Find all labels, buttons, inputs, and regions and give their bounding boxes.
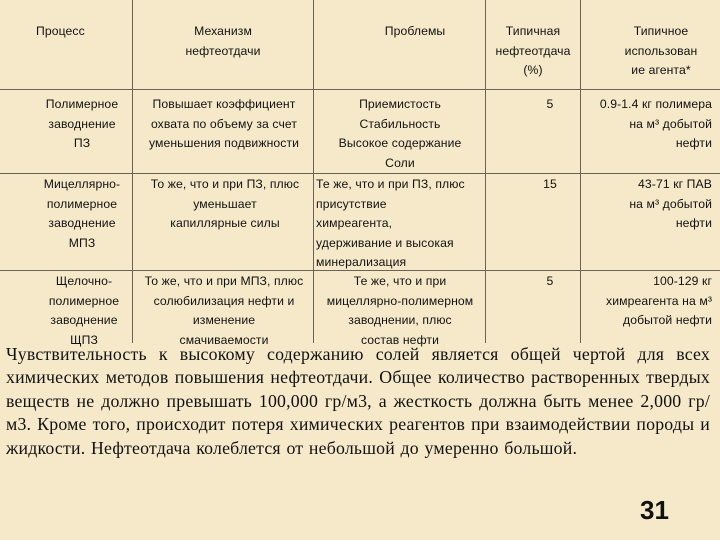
table-cell-process: Полимерное заводнение ПЗ [45,97,119,150]
table-cell-mechanism: То же, что и при ПЗ, плюс уменьшает капиллярные силы [150,177,300,230]
table-cell-process: Щелочно- полимерное заводнение ЩПЗ [48,274,120,347]
table-cell-recovery: 5 [546,274,554,288]
table-cell-problems: Приемистость Стабильность Высокое содержание Соли [338,97,462,170]
table-cell-usage: 43-71 кг ПАВ на м³ добытой нефти [629,177,712,230]
table-cell-mechanism: Повышает коэффициент охвата по объему за счет уменьшения подвижности [148,97,300,150]
header-process: Процесс [36,24,85,38]
table-cell-usage: 100-129 кг химреагента на м³ добытой нефти [606,274,712,327]
table-cell-recovery: 5 [546,97,554,111]
table-cell-mechanism: То же, что и при МПЗ, плюс солюбилизация нефти и изменение смачиваемости [144,274,304,347]
header-mechanism: Механизм нефтеотдачи [185,24,261,58]
body-paragraph: Чувствительность к высокому содержанию солей является общей чертой для всех химических методов повышения нефтеотдачи. Общее количество растворенных твердых веществ не должно превышать 100,000 гр/м3, а жесткость должна быть менее 2,000 гр/м3. Кроме того, происходит потеря химических реагентов при взаимодействии породы и жидкости. Нефтеотдача колеблется от небольшой до умеренно большой. [6,344,710,458]
header-usage: Типичное использован ие агента* [624,24,698,77]
table-cell-recovery: 15 [543,177,557,191]
table-cell-problems: Те же, что и при мицеллярно-полимерном заводнении, плюс состав нефти [326,274,474,347]
table-cell-problems: Те же, что и при ПЗ, плюс присутствие химреагента, удерживание и высокая минерализация [316,177,465,269]
table-cell-usage: 0.9-1.4 кг полимера на м³ добытой нефти [599,97,712,150]
table-divider [0,89,720,90]
table-cell-process: Мицеллярно- полимерное заводнение МПЗ [43,177,121,250]
page-number: 31 [640,495,669,525]
table-divider [0,173,720,174]
header-recovery: Типичная нефтеотдача (%) [495,24,571,77]
header-problems: Проблемы [384,24,446,38]
